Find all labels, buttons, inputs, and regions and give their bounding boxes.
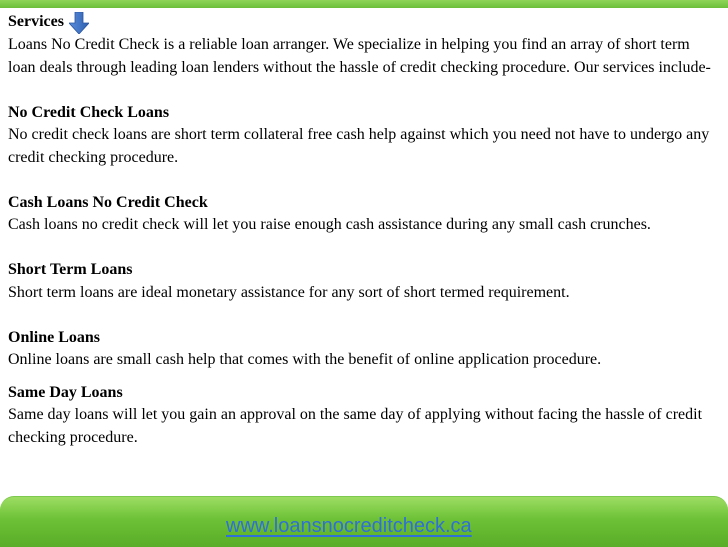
services-heading-row — [8, 10, 720, 34]
section-text-online-loans: Online loans are small cash help that comes with the benefit of online application procedure. — [8, 351, 602, 368]
website-link[interactable]: www.loansnocreditcheck.ca — [226, 515, 472, 537]
intro-paragraph: Loans No Credit Check is a reliable loan arranger. We specialize in helping you find an array of short term loan deals through leading loan lenders without the hassle of credit checking procedure. Our services include- — [8, 36, 711, 76]
section-text-cash-loans: Cash loans no credit check will let you raise enough cash assistance during any small cash crunches. — [8, 216, 651, 233]
section-text-short-term-loans: Short term loans are ideal monetary assistance for any sort of short termed requirement. — [8, 283, 570, 301]
section-title-cash-loans: Cash Loans No Credit Check — [8, 193, 208, 211]
section-title-same-day-loans: Same Day Loans — [8, 383, 123, 401]
top-bar — [0, 0, 728, 8]
down-arrow-icon — [69, 12, 89, 34]
section-text-no-credit-check-loans: No credit check loans are short term collateral free cash help against which you need not have to undergo any credit checking procedure. — [8, 126, 710, 166]
section-title-short-term-loans: Short Term Loans — [8, 261, 133, 278]
page-title: Services — [8, 12, 64, 30]
section-text-same-day-loans: Same day loans will let you gain an approval on the same day of applying without facing the hassle of credit checking procedure. — [8, 406, 703, 446]
section-title-online-loans: Online Loans — [8, 328, 101, 346]
document-body — [8, 10, 720, 449]
section-title-no-credit-check-loans: No Credit Check Loans — [8, 103, 170, 121]
